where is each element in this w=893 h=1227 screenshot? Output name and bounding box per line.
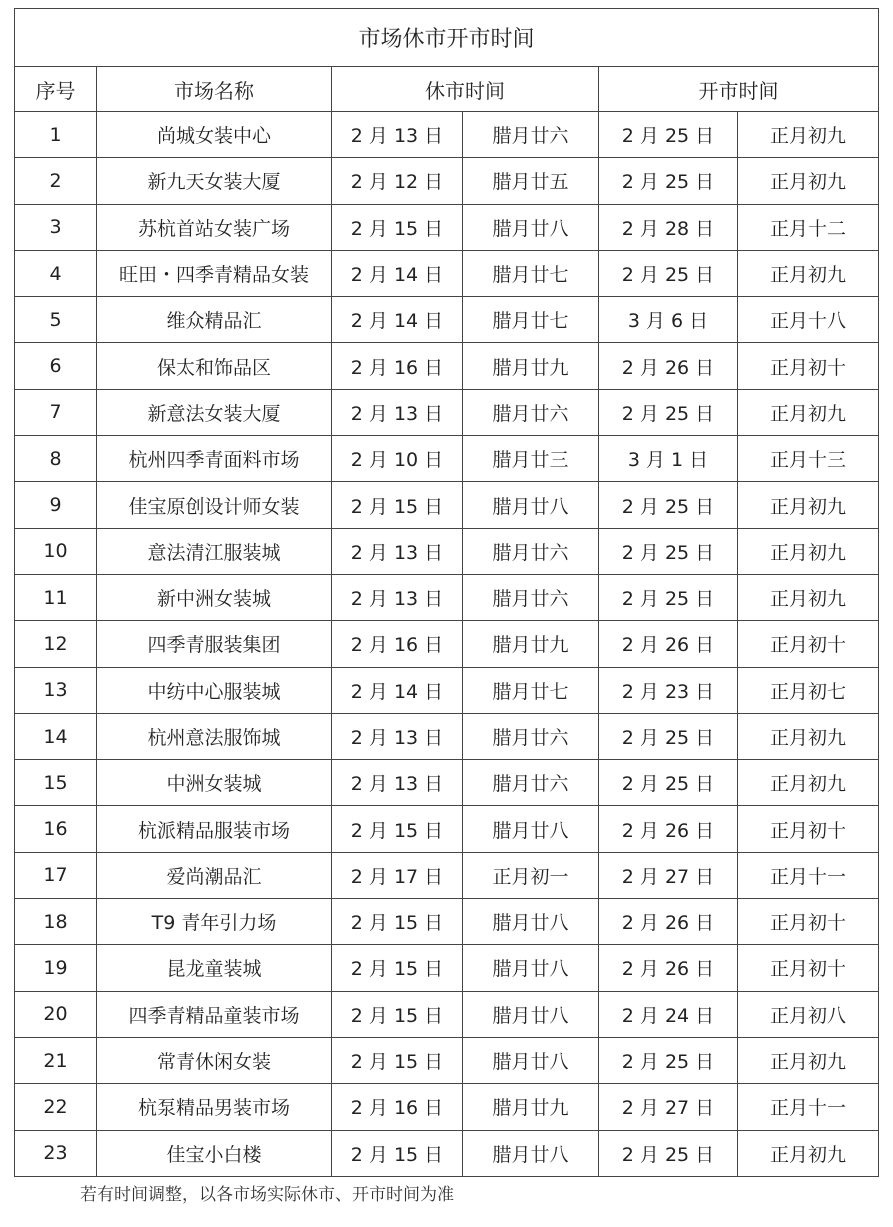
row-number: 20 bbox=[15, 991, 97, 1037]
table-row bbox=[15, 297, 879, 343]
table-row bbox=[15, 713, 879, 759]
market-name: 中洲女装城 bbox=[97, 760, 332, 806]
row-number: 17 bbox=[15, 852, 97, 898]
close-lunar-date: 腊月廿八 bbox=[463, 1037, 599, 1083]
market-name: 四季青精品童装市场 bbox=[97, 991, 332, 1037]
market-name: 佳宝小白楼 bbox=[97, 1130, 332, 1176]
close-date: 2 月 13 日 bbox=[332, 528, 463, 574]
row-number: 14 bbox=[15, 713, 97, 759]
row-number: 3 bbox=[15, 204, 97, 250]
close-lunar-date: 腊月廿八 bbox=[463, 991, 599, 1037]
open-lunar-date: 正月初九 bbox=[738, 1130, 879, 1176]
open-date: 2 月 26 日 bbox=[599, 806, 738, 852]
table-row bbox=[15, 945, 879, 991]
close-lunar-date: 腊月廿六 bbox=[463, 528, 599, 574]
open-date: 2 月 26 日 bbox=[599, 945, 738, 991]
open-lunar-date: 正月初九 bbox=[738, 389, 879, 435]
table-row bbox=[15, 760, 879, 806]
open-lunar-date: 正月初十 bbox=[738, 899, 879, 945]
close-lunar-date: 腊月廿七 bbox=[463, 667, 599, 713]
header-open-time: 开市时间 bbox=[599, 67, 879, 112]
market-name: T9 青年引力场 bbox=[97, 899, 332, 945]
close-date: 2 月 13 日 bbox=[332, 574, 463, 620]
open-date: 2 月 25 日 bbox=[599, 250, 738, 296]
open-lunar-date: 正月十二 bbox=[738, 204, 879, 250]
close-date: 2 月 16 日 bbox=[332, 621, 463, 667]
open-date: 2 月 26 日 bbox=[599, 343, 738, 389]
open-lunar-date: 正月初十 bbox=[738, 621, 879, 667]
open-lunar-date: 正月初七 bbox=[738, 667, 879, 713]
market-name: 杭派精品服装市场 bbox=[97, 806, 332, 852]
close-lunar-date: 腊月廿六 bbox=[463, 389, 599, 435]
open-lunar-date: 正月初十 bbox=[738, 806, 879, 852]
row-number: 4 bbox=[15, 250, 97, 296]
row-number: 10 bbox=[15, 528, 97, 574]
table-row bbox=[15, 528, 879, 574]
market-name: 苏杭首站女装广场 bbox=[97, 204, 332, 250]
open-date: 2 月 27 日 bbox=[599, 852, 738, 898]
close-lunar-date: 腊月廿三 bbox=[463, 436, 599, 482]
row-number: 16 bbox=[15, 806, 97, 852]
table-row bbox=[15, 482, 879, 528]
close-lunar-date: 腊月廿八 bbox=[463, 945, 599, 991]
close-date: 2 月 13 日 bbox=[332, 713, 463, 759]
row-number: 5 bbox=[15, 297, 97, 343]
row-number: 21 bbox=[15, 1037, 97, 1083]
market-name: 尚城女装中心 bbox=[97, 112, 332, 158]
close-lunar-date: 腊月廿七 bbox=[463, 250, 599, 296]
close-date: 2 月 14 日 bbox=[332, 297, 463, 343]
close-date: 2 月 15 日 bbox=[332, 482, 463, 528]
market-name: 昆龙童装城 bbox=[97, 945, 332, 991]
table-row bbox=[15, 667, 879, 713]
table-row bbox=[15, 806, 879, 852]
open-lunar-date: 正月初九 bbox=[738, 713, 879, 759]
close-date: 2 月 15 日 bbox=[332, 806, 463, 852]
table-row bbox=[15, 389, 879, 435]
table-row bbox=[15, 343, 879, 389]
close-lunar-date: 腊月廿六 bbox=[463, 112, 599, 158]
table-row bbox=[15, 899, 879, 945]
open-date: 2 月 27 日 bbox=[599, 1084, 738, 1130]
market-name: 旺田・四季青精品女装 bbox=[97, 250, 332, 296]
open-lunar-date: 正月初九 bbox=[738, 158, 879, 204]
footnote: 若有时间调整，以各市场实际休市、开市时间为准 bbox=[80, 1185, 454, 1205]
row-number: 9 bbox=[15, 482, 97, 528]
close-date: 2 月 13 日 bbox=[332, 389, 463, 435]
table-row bbox=[15, 250, 879, 296]
close-lunar-date: 腊月廿八 bbox=[463, 806, 599, 852]
table-row bbox=[15, 621, 879, 667]
close-date: 2 月 17 日 bbox=[332, 852, 463, 898]
open-lunar-date: 正月初九 bbox=[738, 760, 879, 806]
market-name: 杭州四季青面料市场 bbox=[97, 436, 332, 482]
market-name: 常青休闲女装 bbox=[97, 1037, 332, 1083]
market-name: 意法清江服装城 bbox=[97, 528, 332, 574]
close-lunar-date: 正月初一 bbox=[463, 852, 599, 898]
close-date: 2 月 15 日 bbox=[332, 945, 463, 991]
close-date: 2 月 16 日 bbox=[332, 343, 463, 389]
close-date: 2 月 13 日 bbox=[332, 112, 463, 158]
open-lunar-date: 正月初十 bbox=[738, 343, 879, 389]
table-row bbox=[15, 204, 879, 250]
open-date: 2 月 25 日 bbox=[599, 482, 738, 528]
open-date: 2 月 23 日 bbox=[599, 667, 738, 713]
close-lunar-date: 腊月廿六 bbox=[463, 574, 599, 620]
close-lunar-date: 腊月廿六 bbox=[463, 713, 599, 759]
row-number: 8 bbox=[15, 436, 97, 482]
close-date: 2 月 12 日 bbox=[332, 158, 463, 204]
table-row bbox=[15, 991, 879, 1037]
close-lunar-date: 腊月廿八 bbox=[463, 1130, 599, 1176]
header-no: 序号 bbox=[15, 67, 97, 112]
close-lunar-date: 腊月廿九 bbox=[463, 343, 599, 389]
market-name: 新中洲女装城 bbox=[97, 574, 332, 620]
table-row bbox=[15, 158, 879, 204]
open-lunar-date: 正月十八 bbox=[738, 297, 879, 343]
market-name: 新九天女装大厦 bbox=[97, 158, 332, 204]
close-date: 2 月 14 日 bbox=[332, 250, 463, 296]
open-lunar-date: 正月初八 bbox=[738, 991, 879, 1037]
row-number: 13 bbox=[15, 667, 97, 713]
market-name: 中纺中心服装城 bbox=[97, 667, 332, 713]
open-date: 2 月 25 日 bbox=[599, 528, 738, 574]
table-row bbox=[15, 112, 879, 158]
market-name: 杭泵精品男装市场 bbox=[97, 1084, 332, 1130]
market-name: 佳宝原创设计师女装 bbox=[97, 482, 332, 528]
open-date: 2 月 25 日 bbox=[599, 112, 738, 158]
close-date: 2 月 15 日 bbox=[332, 899, 463, 945]
open-lunar-date: 正月初九 bbox=[738, 528, 879, 574]
open-lunar-date: 正月初九 bbox=[738, 574, 879, 620]
close-date: 2 月 15 日 bbox=[332, 1037, 463, 1083]
market-schedule-table bbox=[14, 8, 879, 1177]
open-date: 3 月 6 日 bbox=[599, 297, 738, 343]
header-close-time: 休市时间 bbox=[332, 67, 599, 112]
close-lunar-date: 腊月廿六 bbox=[463, 760, 599, 806]
open-date: 2 月 25 日 bbox=[599, 158, 738, 204]
table-title: 市场休市开市时间 bbox=[15, 9, 879, 67]
open-date: 2 月 24 日 bbox=[599, 991, 738, 1037]
close-date: 2 月 15 日 bbox=[332, 1130, 463, 1176]
row-number: 22 bbox=[15, 1084, 97, 1130]
row-number: 12 bbox=[15, 621, 97, 667]
open-lunar-date: 正月初九 bbox=[738, 1037, 879, 1083]
market-name: 杭州意法服饰城 bbox=[97, 713, 332, 759]
market-name: 维众精品汇 bbox=[97, 297, 332, 343]
row-number: 11 bbox=[15, 574, 97, 620]
row-number: 1 bbox=[15, 112, 97, 158]
close-lunar-date: 腊月廿九 bbox=[463, 621, 599, 667]
open-date: 2 月 26 日 bbox=[599, 899, 738, 945]
table-row bbox=[15, 1084, 879, 1130]
close-lunar-date: 腊月廿七 bbox=[463, 297, 599, 343]
open-date: 2 月 25 日 bbox=[599, 389, 738, 435]
open-lunar-date: 正月初九 bbox=[738, 112, 879, 158]
open-date: 2 月 25 日 bbox=[599, 1130, 738, 1176]
open-lunar-date: 正月十一 bbox=[738, 852, 879, 898]
open-date: 2 月 25 日 bbox=[599, 760, 738, 806]
row-number: 15 bbox=[15, 760, 97, 806]
close-date: 2 月 10 日 bbox=[332, 436, 463, 482]
table-row bbox=[15, 1037, 879, 1083]
close-lunar-date: 腊月廿五 bbox=[463, 158, 599, 204]
open-lunar-date: 正月初九 bbox=[738, 250, 879, 296]
table-row bbox=[15, 852, 879, 898]
row-number: 18 bbox=[15, 899, 97, 945]
close-lunar-date: 腊月廿八 bbox=[463, 899, 599, 945]
open-date: 2 月 25 日 bbox=[599, 574, 738, 620]
row-number: 7 bbox=[15, 389, 97, 435]
row-number: 19 bbox=[15, 945, 97, 991]
close-lunar-date: 腊月廿九 bbox=[463, 1084, 599, 1130]
market-name: 爱尚潮品汇 bbox=[97, 852, 332, 898]
close-date: 2 月 15 日 bbox=[332, 991, 463, 1037]
market-name: 新意法女装大厦 bbox=[97, 389, 332, 435]
close-date: 2 月 13 日 bbox=[332, 760, 463, 806]
open-date: 3 月 1 日 bbox=[599, 436, 738, 482]
market-name: 四季青服装集团 bbox=[97, 621, 332, 667]
table-row bbox=[15, 574, 879, 620]
open-lunar-date: 正月初十 bbox=[738, 945, 879, 991]
close-lunar-date: 腊月廿八 bbox=[463, 204, 599, 250]
close-date: 2 月 15 日 bbox=[332, 204, 463, 250]
table-row bbox=[15, 1130, 879, 1176]
row-number: 2 bbox=[15, 158, 97, 204]
open-date: 2 月 25 日 bbox=[599, 713, 738, 759]
open-date: 2 月 28 日 bbox=[599, 204, 738, 250]
table-row bbox=[15, 436, 879, 482]
close-lunar-date: 腊月廿八 bbox=[463, 482, 599, 528]
open-date: 2 月 26 日 bbox=[599, 621, 738, 667]
row-number: 23 bbox=[15, 1130, 97, 1176]
close-date: 2 月 16 日 bbox=[332, 1084, 463, 1130]
open-date: 2 月 25 日 bbox=[599, 1037, 738, 1083]
close-date: 2 月 14 日 bbox=[332, 667, 463, 713]
header-name: 市场名称 bbox=[97, 67, 332, 112]
market-name: 保太和饰品区 bbox=[97, 343, 332, 389]
open-lunar-date: 正月十三 bbox=[738, 436, 879, 482]
open-lunar-date: 正月初九 bbox=[738, 482, 879, 528]
open-lunar-date: 正月十一 bbox=[738, 1084, 879, 1130]
row-number: 6 bbox=[15, 343, 97, 389]
